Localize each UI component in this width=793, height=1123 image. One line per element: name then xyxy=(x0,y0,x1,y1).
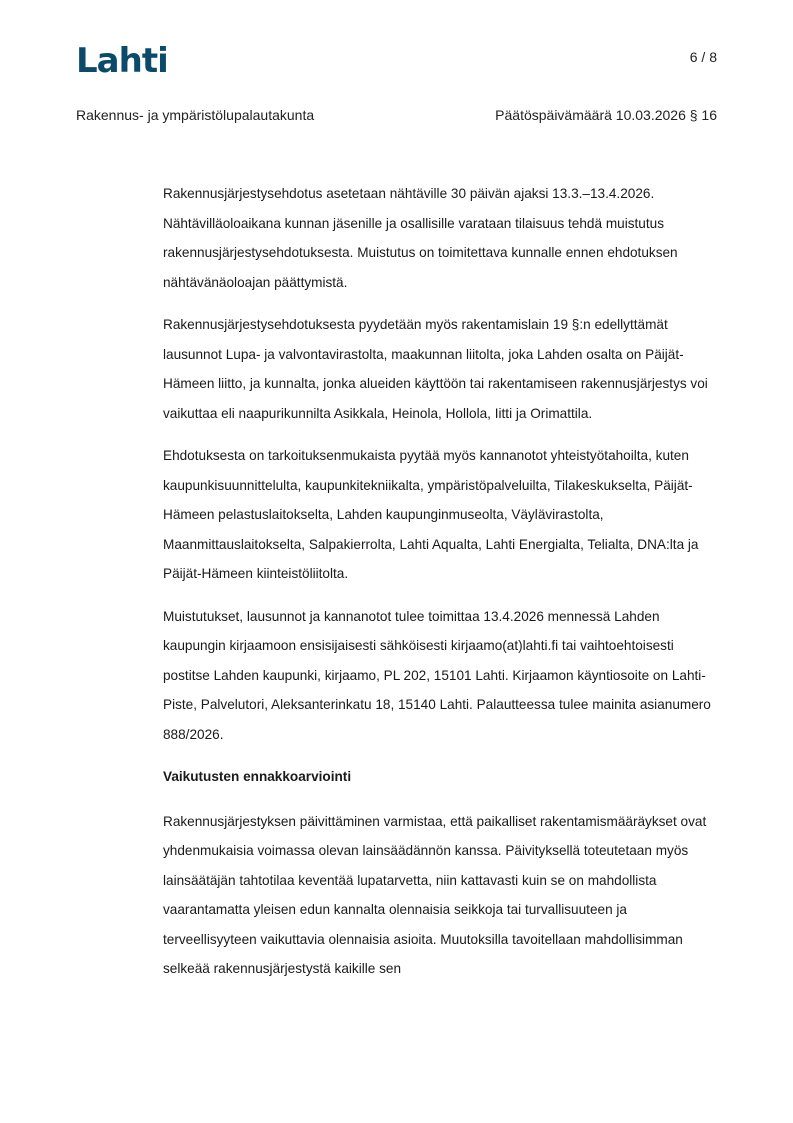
document-body xyxy=(163,179,723,997)
paragraph-submission-instructions: Muistutukset, lausunnot ja kannanotot tulee toimittaa 13.4.2026 mennessä Lahden kaupungin kirjaamoon ensisijaisesti sähköisesti kirjaamo(at)lahti.fi tai vaihtoehtoisesti postitse Lahden kaupunki, kirjaamo, PL 202, 15101 Lahti. Kirjaamon käyntiosoite on Lahti-Piste, Palvelutori, Aleksanterinkatu 18, 15140 Lahti. Palautteessa tulee mainita asianumero 888/2026. xyxy=(163,608,711,742)
paragraph-impact-assessment: Rakennusjärjestyksen päivittäminen varmistaa, että paikalliset rakentamismääräykset ovat yhdenmukaisia voimassa olevan lainsäädännön kanssa. Päivityksellä toteutetaan myös lainsäätäjän tahtotilaa keventää lupatarvetta, niin kattavasti kuin se on mahdollista vaarantamatta yleisen edun kannalta olennaisia seikkoja tai turvallisuuteen ja terveellisyyteen vaikuttavia olennaisia asioita. Muutoksilla tavoitellaan mahdollisimman selkeää rakennusjärjestystä kaikille sen xyxy=(163,813,707,976)
lahti-logo: Lahti xyxy=(76,41,168,81)
decision-date: Päätöspäivämäärä 10.03.2026 § 16 xyxy=(495,107,717,123)
section-heading: Vaikutusten ennakkoarviointi xyxy=(163,769,352,784)
committee-name: Rakennus- ja ympäristölupalautakunta xyxy=(76,107,315,123)
paragraph-statements-requested: Rakennusjärjestysehdotuksesta pyydetään myös rakentamislain 19 §:n edellyttämät lausunnot Lupa- ja valvontavirastolta, maakunnan liitolta, joka Lahden osalta on Päijät-Hämeen liitto, ja kunnalta, jonka alueiden käyttöön tai rakentamiseen rakennusjärjestys voi vaikuttaa eli naapurikunnilta Asikkala, Heinola, Hollola, Iitti ja Orimattila. xyxy=(163,317,708,421)
paragraph-display-period: Rakennusjärjestysehdotus asetetaan nähtäville 30 päivän ajaksi 13.3.–13.4.2026. Nähtävilläoloaikana kunnan jäsenille ja osallisille varataan tilaisuus tehdä muistutus rakennusjärjestysehdotuksesta. Muistutus on toimitettava kunnalle ennen ehdotuksen nähtävänäoloajan päättymistä. xyxy=(163,186,678,290)
paragraph-stakeholder-opinions: Ehdotuksesta on tarkoituksenmukaista pyytää myös kannanotot yhteistyötahoilta, kuten kaupunkisuunnittelulta, kaupunkitekniikalta, ympäristöpalveluilta, Tilakeskukselta, Päijät-Hämeen pelastuslaitokselta, Lahden kaupunginmuseolta, Väylävirastolta, Maanmittauslaitokselta, Salpakierrolta, Lahti Aqualta, Lahti Energialta, Telialta, DNA:lta ja Päijät-Hämeen kiinteistöliitolta. xyxy=(163,448,699,581)
page-number: 6 / 8 xyxy=(689,49,717,65)
